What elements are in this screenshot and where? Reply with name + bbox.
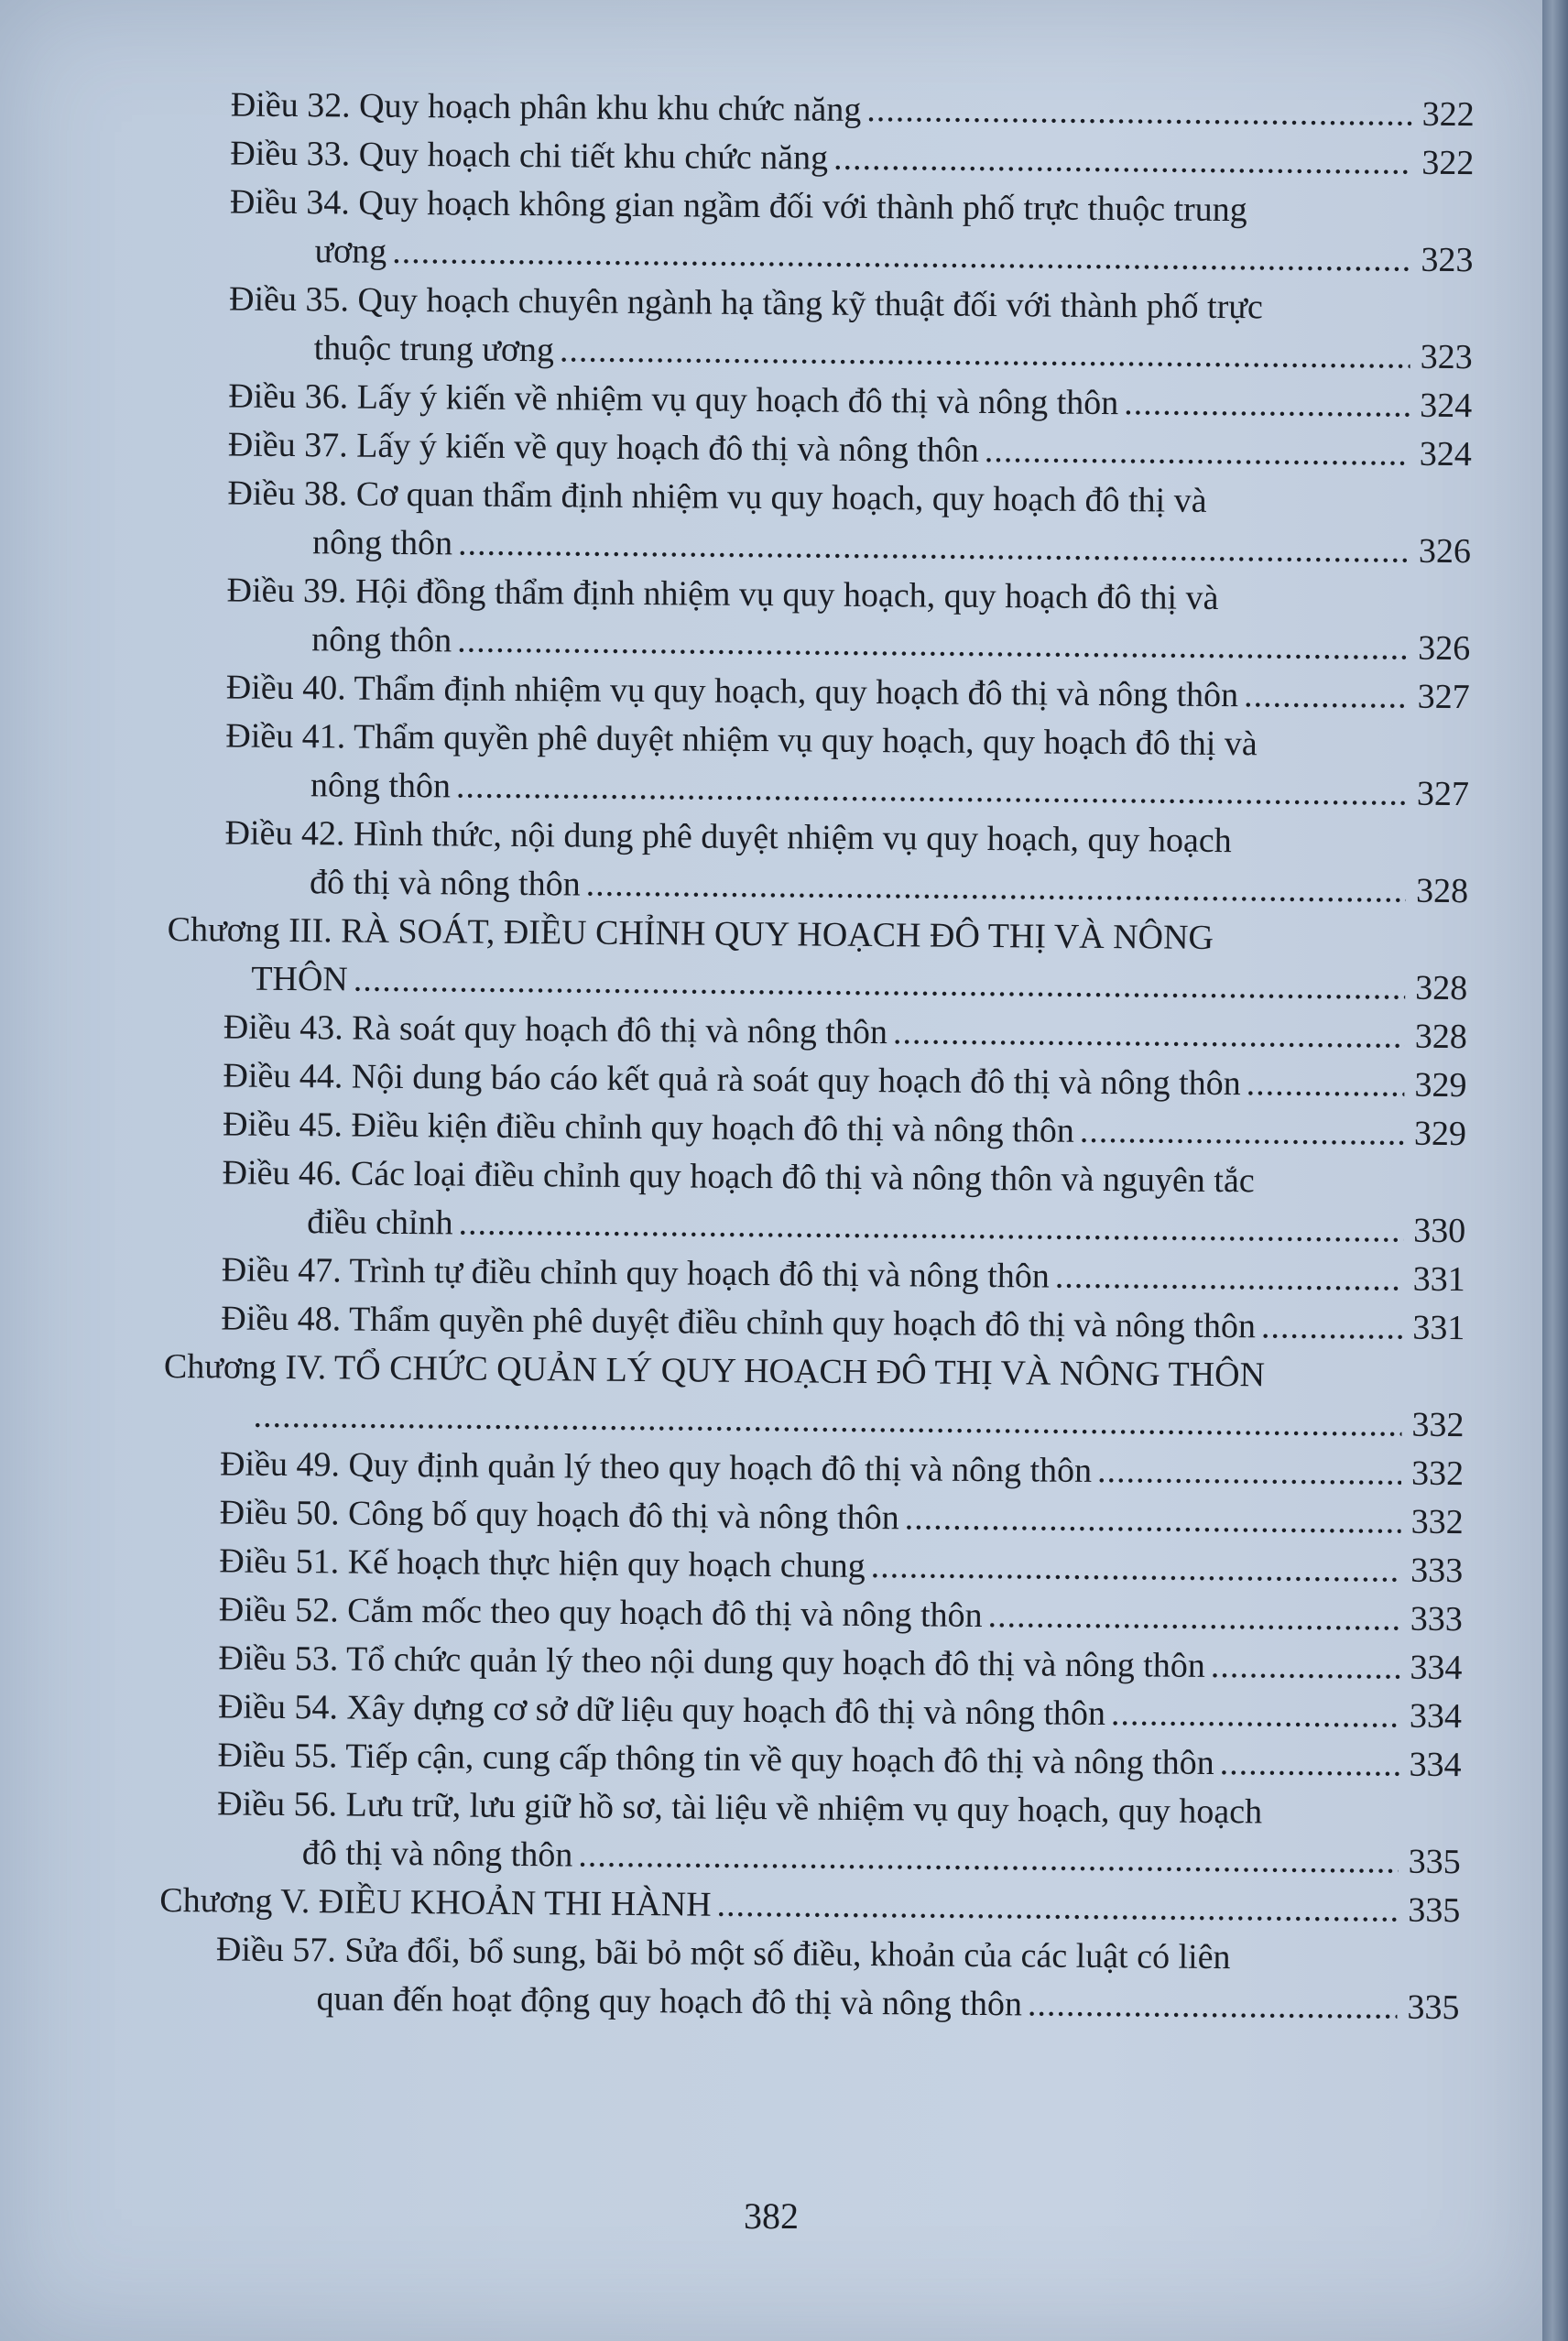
toc-page-number: 332: [1410, 1502, 1464, 1542]
toc-page-number: 323: [1421, 240, 1474, 280]
toc-entry-text: Chương III. RÀ SOÁT, ĐIỀU CHỈNH QUY HOẠCH ĐÔ THỊ VÀ NÔNG: [167, 909, 1214, 957]
toc-entry-text: Điều 52. Cắm mốc theo quy hoạch đô thị và nông thôn: [218, 1590, 983, 1635]
toc-entry: [169, 566, 1471, 673]
toc-entry-text: quan đến hoạt động quy hoạch đô thị và nông thôn: [316, 1979, 1023, 2024]
toc-page-number: 329: [1413, 1114, 1467, 1154]
dot-leader: [1220, 1739, 1399, 1790]
toc-entry-text: Điều 41. Thẩm quyền phê duyệt nhiệm vụ quy hoạch, quy hoạch đô thị và: [225, 716, 1258, 764]
toc-page-number: 330: [1413, 1211, 1466, 1251]
dot-leader: [1097, 1447, 1401, 1498]
toc-page-number: 329: [1414, 1065, 1467, 1105]
toc-entry-text: Điều 51. Kế hoạch thực hiện quy hoạch chung: [219, 1541, 866, 1585]
toc-page-number: 331: [1412, 1259, 1465, 1300]
toc-entry-text: Điều 49. Quy định quản lý theo quy hoạch đô thị và nông thôn: [219, 1444, 1093, 1490]
toc-entry-text: Điều 42. Hình thức, nội dung phê duyệt nhiệm vụ quy hoạch, quy hoạch: [224, 813, 1232, 861]
toc-entry-text: Điều 54. Xây dựng cơ sở dữ liệu quy hoạch đô thị và nông thôn: [217, 1687, 1106, 1734]
toc-entry-text: Điều 36. Lấy ý kiến về nhiệm vụ quy hoạch đô thị và nông thôn: [228, 376, 1119, 423]
dot-leader: [1211, 1642, 1400, 1693]
dot-leader: [457, 616, 1408, 672]
toc-entry-text: Điều 55. Tiếp cận, cung cấp thông tin về quy hoạch đô thị và nông thôn: [217, 1736, 1214, 1782]
dot-leader: [985, 427, 1410, 479]
dot-leader: [904, 1494, 1400, 1546]
toc-page-number: 326: [1418, 628, 1471, 669]
toc-page-number: 322: [1421, 94, 1475, 135]
toc-entry-text: nông thôn: [311, 523, 453, 563]
toc-entry-text: nông thôn: [311, 620, 452, 660]
toc-page-number: 328: [1415, 968, 1468, 1008]
dot-leader: [1261, 1302, 1403, 1352]
dot-leader: [585, 861, 1406, 916]
toc-page-number: 324: [1420, 386, 1473, 426]
table-of-contents: [158, 81, 1475, 2032]
dot-leader: [833, 135, 1412, 188]
toc-page-number: 335: [1408, 1842, 1461, 1882]
toc-entry-text: Điều 44. Nội dung báo cáo kết quả rà soát quy hoạch đô thị và nông thôn: [223, 1056, 1241, 1104]
toc-page-number: 327: [1417, 677, 1470, 717]
dot-leader: [871, 1542, 1401, 1595]
toc-entry-text: Chương IV. TỔ CHỨC QUẢN LÝ QUY HOẠCH ĐÔ THỊ VÀ NÔNG THÔN: [163, 1346, 1266, 1395]
toc-page-number: 324: [1419, 434, 1473, 474]
toc-entry: [170, 469, 1472, 576]
toc-entry: [160, 1780, 1462, 1887]
toc-entry-text: Điều 43. Rà soát quy hoạch đô thị và nông thôn: [223, 1007, 888, 1052]
toc-page-number: 328: [1414, 1017, 1468, 1057]
toc-entry-text: nông thôn: [310, 766, 452, 806]
toc-entry-text: ương: [314, 232, 387, 271]
toc-entry-title-continued: [158, 1974, 1459, 2032]
toc-page-number: 322: [1421, 143, 1475, 183]
dot-leader: [578, 1832, 1399, 1887]
dot-leader: [1028, 1980, 1398, 2031]
toc-entry-text: Điều 48. Thẩm quyền phê duyệt điều chỉnh quy hoạch đô thị và nông thôn: [221, 1299, 1257, 1346]
toc-page-number: 332: [1411, 1405, 1465, 1445]
toc-entry: [165, 1149, 1466, 1256]
dot-leader: [866, 86, 1412, 139]
toc-page-number: 331: [1412, 1308, 1465, 1348]
toc-entry-text: Điều 53. Tổ chức quản lý theo nội dung quy hoạch đô thị và nông thôn: [218, 1639, 1206, 1685]
toc-entry-text: Điều 39. Hội đồng thẩm định nhiệm vụ quy hoạch, quy hoạch đô thị và: [226, 571, 1219, 617]
dot-leader: [458, 1199, 1403, 1255]
page-edge: [1542, 0, 1568, 2341]
toc-entry-text: THÔN: [251, 959, 349, 999]
toc-page-number: 335: [1408, 1890, 1461, 1931]
dot-leader: [893, 1008, 1405, 1061]
toc-page-number: 333: [1410, 1599, 1464, 1639]
toc-page-number: 334: [1409, 1696, 1463, 1737]
toc-entry-text: Điều 45. Điều kiện điều chỉnh quy hoạch đô thị và nông thôn: [222, 1105, 1074, 1150]
dot-leader: [1080, 1107, 1405, 1159]
toc-entry-text: đô thị và nông thôn: [309, 863, 581, 904]
toc-entry: [168, 809, 1469, 916]
toc-entry-text: đô thị và nông thôn: [301, 1834, 573, 1875]
toc-entry-text: Chương V. ĐIỀU KHOẢN THI HÀNH: [159, 1880, 712, 1924]
dot-leader: [456, 762, 1407, 818]
dot-leader: [1111, 1690, 1399, 1740]
toc-page-number: 334: [1410, 1648, 1463, 1688]
toc-entry-text: Điều 56. Lưu trữ, lưu giữ hồ sơ, tài liệu về nhiệm vụ quy hoạch, quy hoạch: [217, 1784, 1263, 1832]
toc-entry-text: Điều 37. Lấy ý kiến về quy hoạch đô thị và nông thôn: [227, 425, 980, 470]
toc-entry-text: Điều 38. Cơ quan thẩm định nhiệm vụ quy hoạch, quy hoạch đô thị và: [227, 474, 1207, 520]
toc-page-number: 328: [1415, 871, 1469, 911]
dot-leader: [716, 1881, 1398, 1935]
toc-entry-text: Điều 46. Các loại điều chỉnh quy hoạch đô thị và nông thôn và nguyên tắc: [222, 1153, 1255, 1201]
toc-page-number: 335: [1407, 1987, 1460, 2028]
dot-leader: [1246, 1060, 1404, 1109]
toc-page-number: 327: [1416, 774, 1470, 814]
toc-page-number: 333: [1410, 1551, 1464, 1591]
toc-entry-text: Điều 50. Công bố quy hoạch đô thị và nông thôn: [219, 1493, 899, 1538]
toc-page-number: 323: [1420, 337, 1473, 377]
toc-entry-text: điều chỉnh: [307, 1203, 453, 1243]
toc-entry: [169, 712, 1470, 819]
toc-entry: [167, 906, 1468, 1013]
dot-leader: [392, 228, 1411, 285]
dot-leader: [1055, 1253, 1403, 1304]
dot-leader: [253, 1392, 1401, 1450]
toc-entry-text: Điều 33. Quy hoạch chi tiết khu chức năng: [230, 134, 829, 178]
toc-entry-text: Điều 32. Quy hoạch phân khu khu chức năng: [230, 85, 862, 129]
dot-leader: [354, 956, 1406, 1013]
dot-leader: [1244, 671, 1408, 721]
toc-entry-text: Điều 35. Quy hoạch chuyên ngành hạ tầng kỹ thuật đối với thành phố trực: [228, 279, 1263, 327]
toc-entry-text: thuộc trung ương: [313, 329, 555, 370]
toc-entry: [172, 178, 1474, 285]
dot-leader: [458, 519, 1409, 575]
dot-leader: [560, 326, 1410, 381]
toc-entry-text: Điều 57. Sửa đổi, bổ sung, bãi bỏ một số điều, khoản của các luật có liên: [215, 1930, 1231, 1977]
toc-entry: [172, 275, 1474, 382]
page-number: 382: [744, 2195, 799, 2237]
dot-leader: [987, 1592, 1400, 1644]
dot-leader: [1124, 379, 1410, 430]
toc-entry: [158, 1925, 1460, 2032]
toc-entry: [163, 1343, 1465, 1450]
toc-page-number: 326: [1418, 531, 1472, 572]
toc-entry-text: Điều 40. Thẩm định nhiệm vụ quy hoạch, quy hoạch đô thị và nông thôn: [225, 668, 1239, 715]
toc-page-number: 334: [1409, 1745, 1462, 1785]
toc-page-number: 332: [1410, 1454, 1465, 1494]
toc-entry-text: Điều 34. Quy hoạch không gian ngầm đối với thành phố trực thuộc trung: [229, 182, 1247, 230]
toc-entry-text: Điều 47. Trình tự điều chỉnh quy hoạch đô thị và nông thôn: [221, 1250, 1050, 1296]
